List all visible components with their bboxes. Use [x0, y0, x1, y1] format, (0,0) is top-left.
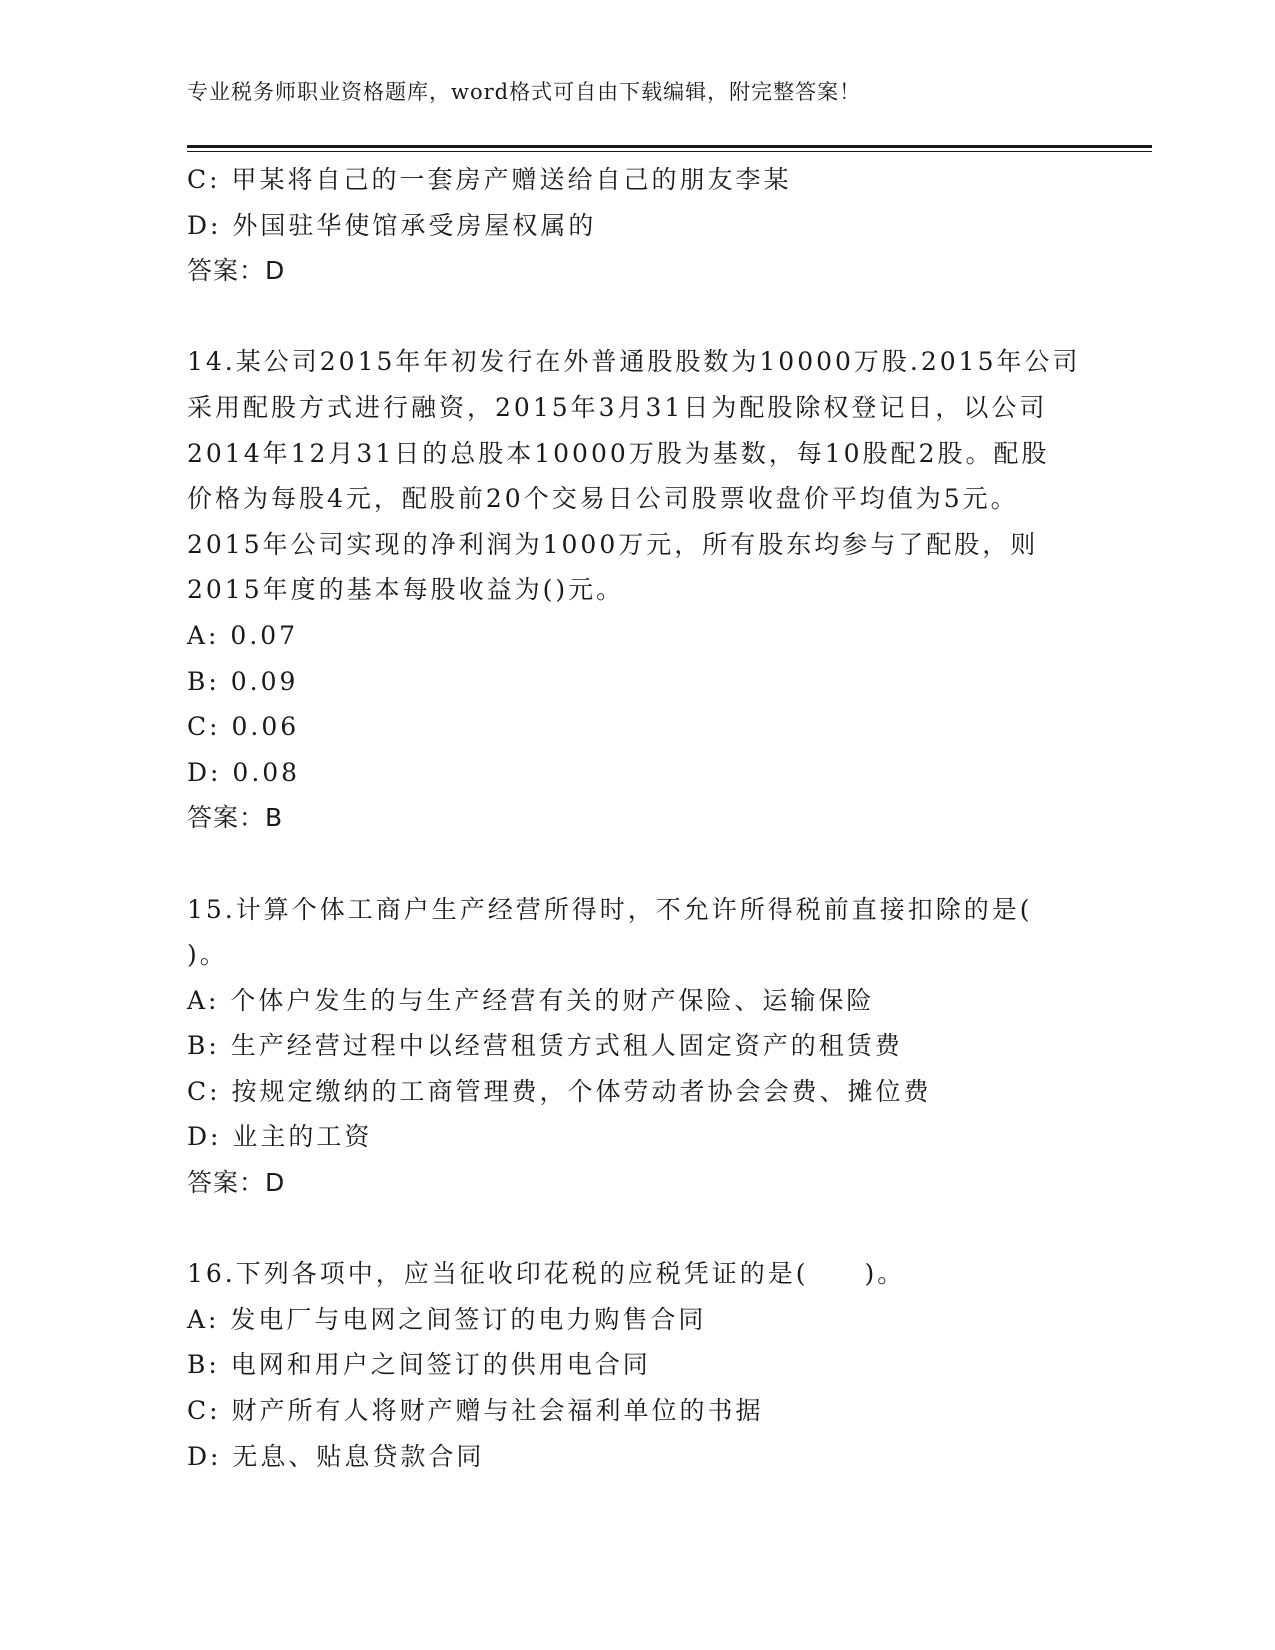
question-stem-line: 采用配股方式进行融资，2015年3月31日为配股除权登记日，以公司	[187, 392, 1048, 422]
page-header: 专业税务师职业资格题库，word格式可自由下载编辑，附完整答案！	[187, 80, 862, 104]
option-c: C: 甲某将自己的一套房产赠送给自己的朋友李某	[187, 165, 792, 194]
question-stem-line: 14.某公司2015年年初发行在外普通股股数为10000万股.2015年公司	[187, 347, 1081, 377]
question-stem-line: )。	[187, 940, 228, 970]
option-c: C: 0.06	[187, 712, 300, 742]
question-14	[187, 339, 1087, 841]
question-content	[187, 157, 1087, 1479]
question-stem-line: 2015年度的基本每股收益为()元。	[187, 575, 625, 605]
spacer	[187, 294, 1087, 340]
option-d: D: 外国驻华使馆承受房屋权属的	[187, 210, 597, 240]
question-stem-line: 2015年公司实现的净利润为1000万元，所有股东均参与了配股，则	[187, 529, 1039, 559]
question-stem-line: 15.计算个体工商户生产经营所得时，不允许所得税前直接扣除的是(	[187, 894, 1033, 924]
option-b: B: 生产经营过程中以经营租赁方式租人固定资产的租赁费	[187, 1031, 903, 1061]
answer-line: 答案：D	[187, 256, 286, 286]
option-b: B: 电网和用户之间签订的供用电合同	[187, 1350, 651, 1380]
option-d: D: 业主的工资	[187, 1122, 373, 1152]
header-rule-thick	[187, 145, 1152, 148]
answer-line: 答案：D	[187, 1168, 286, 1198]
option-b: B: 0.09	[187, 666, 299, 696]
option-d: D: 0.08	[187, 757, 301, 787]
header-rule-thin	[187, 151, 1152, 152]
answer-line: 答案：B	[187, 803, 284, 833]
spacer	[187, 841, 1087, 887]
option-d: D: 无息、贴息贷款合同	[187, 1441, 485, 1471]
option-a: A: 0.07	[187, 620, 299, 650]
question-16	[187, 1251, 1087, 1479]
option-c: C: 按规定缴纳的工商管理费，个体劳动者协会会费、摊位费	[187, 1076, 932, 1106]
option-a: A: 发电厂与电网之间签订的电力购售合同	[187, 1304, 707, 1334]
spacer	[187, 1206, 1087, 1252]
option-c: C: 财产所有人将财产赠与社会福利单位的书据	[187, 1396, 764, 1426]
option-a: A: 个体户发生的与生产经营有关的财产保险、运输保险	[187, 985, 875, 1015]
question-stem-line: 2014年12月31日的总股本10000万股为基数，每10股配2股。配股	[187, 438, 1050, 468]
question-15	[187, 887, 1087, 1206]
question-13	[187, 157, 1087, 294]
question-stem-line: 16.下列各项中，应当征收印花税的应税凭证的是( )。	[187, 1259, 906, 1289]
question-stem-line: 价格为每股4元，配股前20个交易日公司股票收盘价平均值为5元。	[187, 484, 1019, 514]
